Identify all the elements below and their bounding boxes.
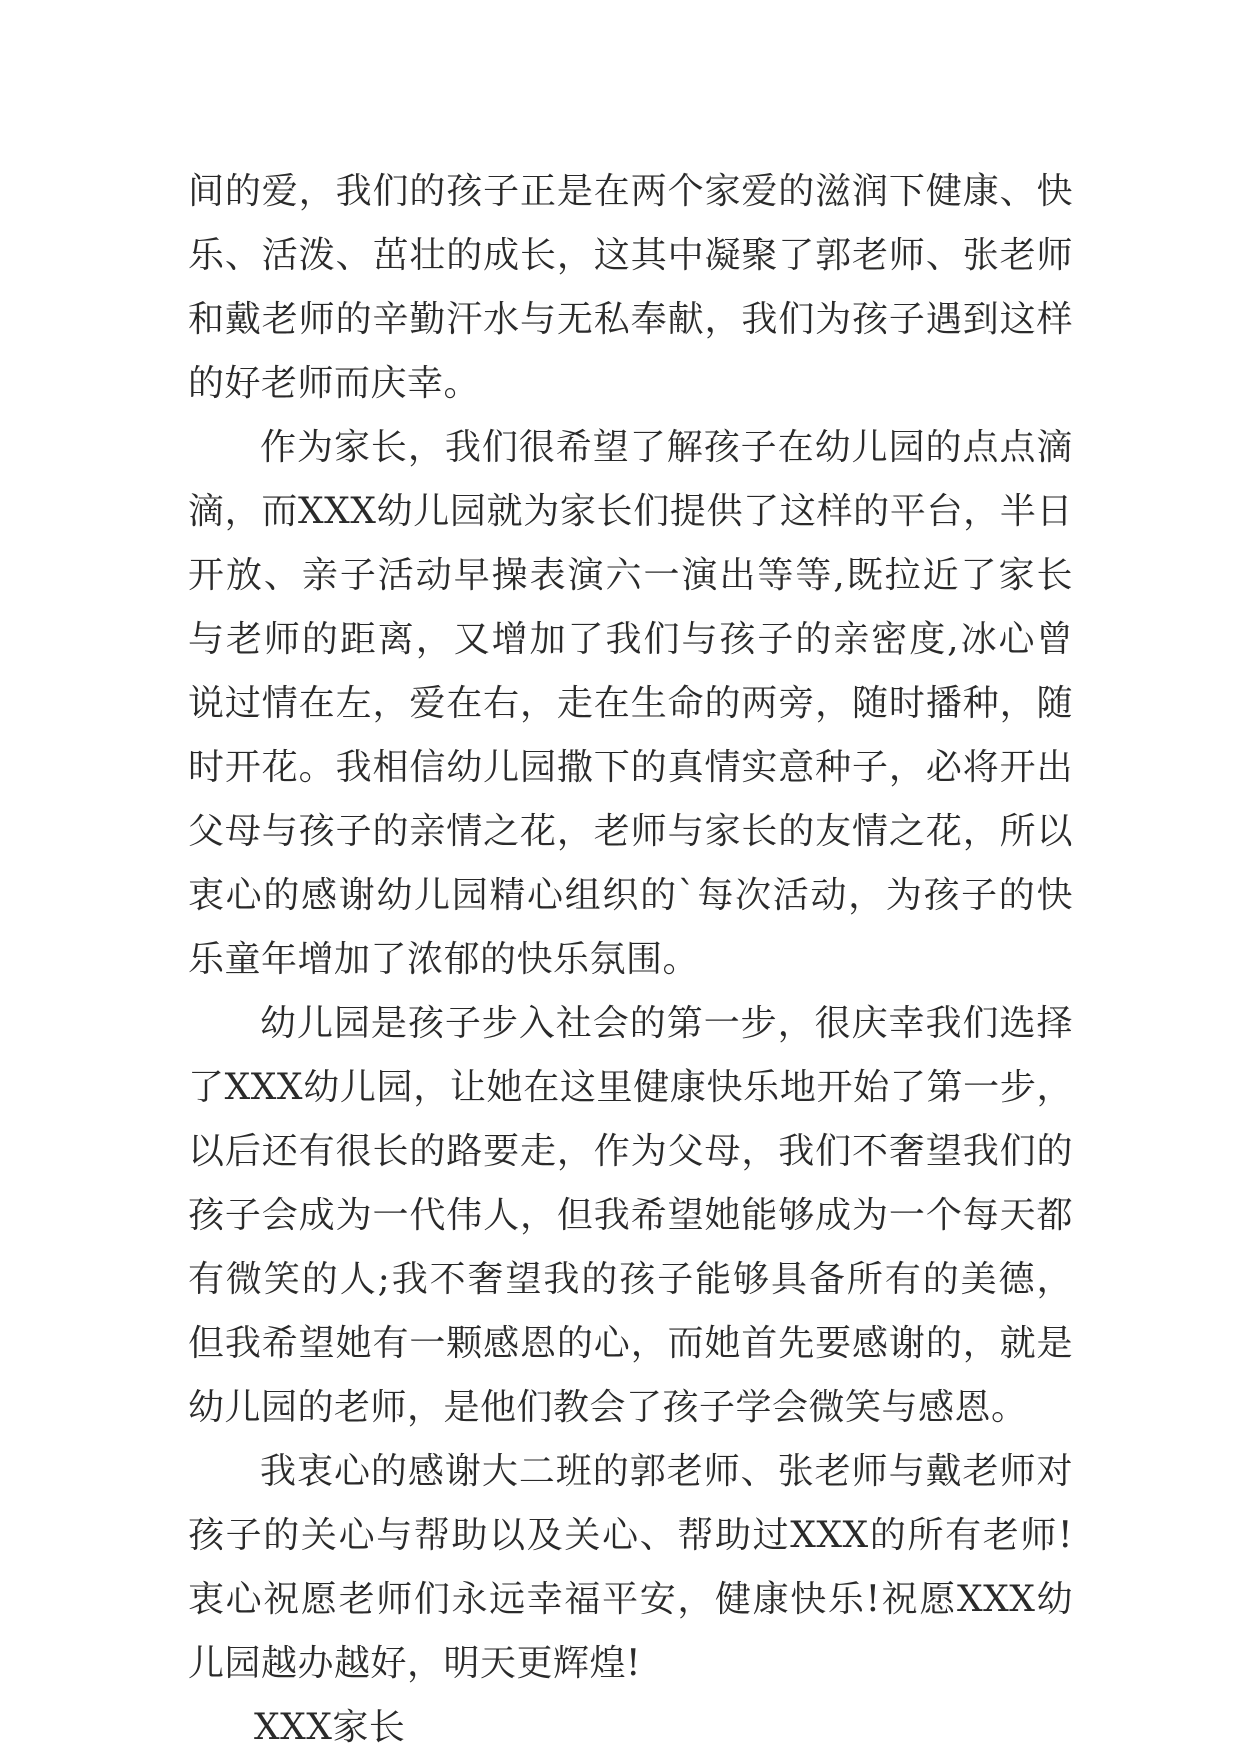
paragraph-first-step: 幼儿园是孩子步入社会的第一步，很庆幸我们选择了XXX幼儿园，让她在这里健康快乐地开始了第一步，以后还有很长的路要走，作为父母，我们不奢望我们的孩子会成为一代伟人，但我希望她能够成为一个每天都有微笑的人;我不奢望我的孩子能够具备所有的美德，但我希望她有一颗感恩的心，而她首先要感谢的，就是幼儿园的老师，是他们教会了孩子学会微笑与感恩。 xyxy=(188,1003,1073,1428)
paragraph-parents-activities: 作为家长，我们很希望了解孩子在幼儿园的点点滴滴，而XXX幼儿园就为家长们提供了这样的平台，半日开放、亲子活动早操表演六一演出等等,既拉近了家长与老师的距离，又增加了我们与孩子的亲密度,冰心曾说过情在左，爱在右，走在生命的两旁，随时播种，随时开花。我相信幼儿园撒下的真情实意种子，必将开出父母与孩子的亲情之花，老师与家长的友情之花，所以衷心的感谢幼儿园精心组织的`每次活动，为孩子的快乐童年增加了浓郁的快乐氛围。 xyxy=(188,427,1073,980)
paragraph-continuation: 间的爱，我们的孩子正是在两个家爱的滋润下健康、快乐、活泼、茁壮的成长，这其中凝聚了郭老师、张老师和戴老师的辛勤汗水与无私奉献，我们为孩子遇到这样的好老师而庆幸。 xyxy=(188,171,1073,404)
letter-body xyxy=(188,160,1073,1760)
signature: XXX家长 xyxy=(254,1707,406,1748)
paragraph-thanks: 我衷心的感谢大二班的郭老师、张老师与戴老师对孩子的关心与帮助以及关心、帮助过XXX的所有老师!衷心祝愿老师们永远幸福平安，健康快乐!祝愿XXX幼儿园越办越好，明天更辉煌! xyxy=(188,1451,1073,1684)
